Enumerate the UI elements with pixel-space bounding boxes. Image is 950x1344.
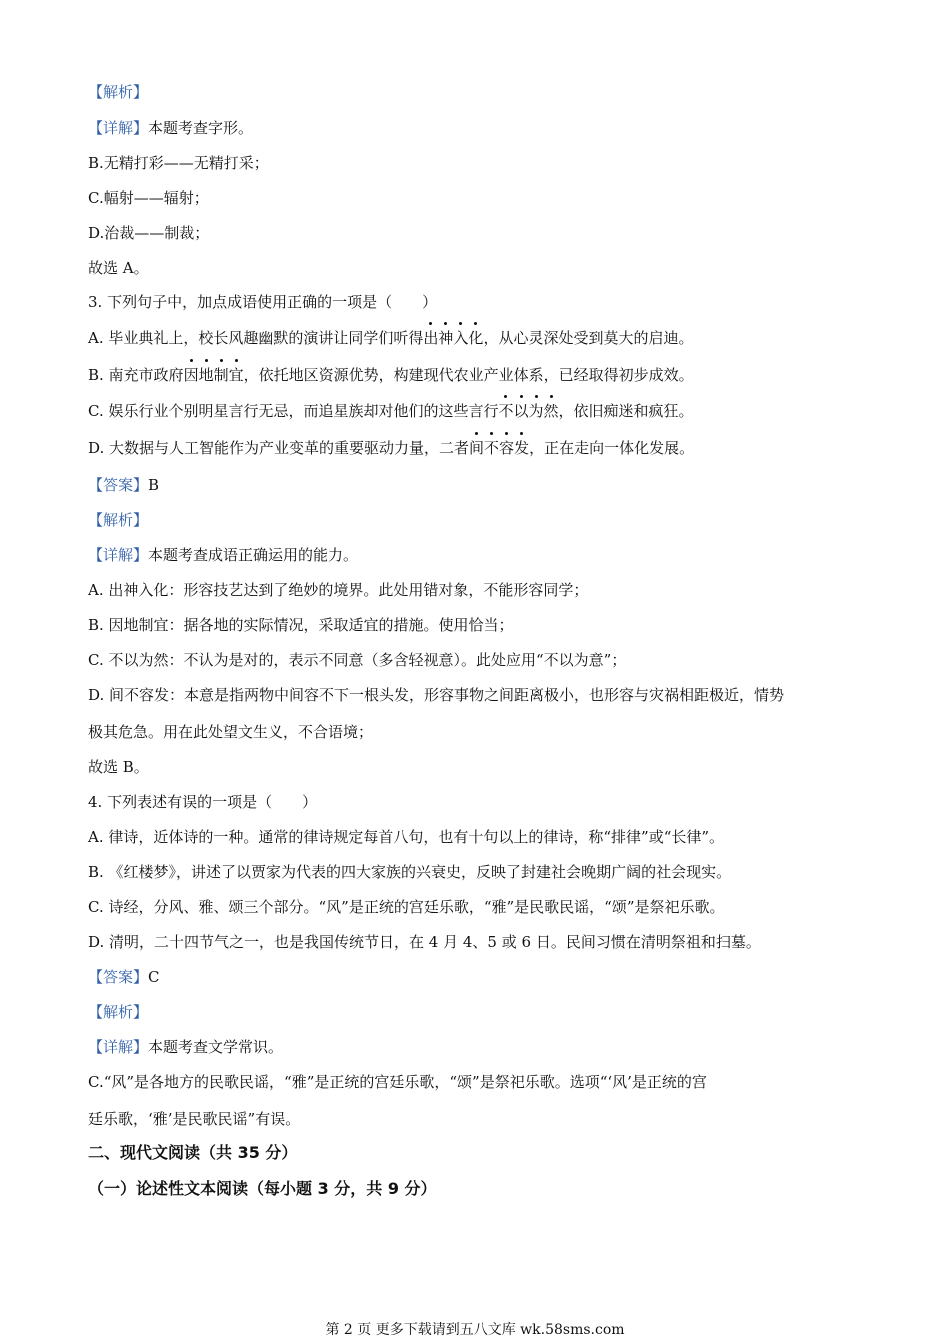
conclusion: 故选 A。 [88,259,149,277]
answer-3 [88,475,864,495]
q3d-pre: D. 大数据与人工智能作为产业变革的重要驱动力量，二者 [88,439,470,457]
answer-tag: 【答案】 [88,968,149,986]
question-4-option-a: A. 律诗，近体诗的一种。通常的律诗规定每首八句，也有十句以上的律诗，称“排律”或“长律”。 [88,828,725,846]
option-c-explain: C.幅射——辐射； [88,189,209,207]
answer-4 [88,967,864,987]
answer-value: C [148,968,160,986]
detail-text: 本题考查字形。 [148,119,254,137]
detail-text: 本题考查成语正确运用的能力。 [148,546,359,564]
q3a-post: ，从心灵深处受到莫大的启迪。 [483,329,694,347]
q3b-post: ，依托地区资源优势，构建现代农业产业体系，已经取得初步成效。 [243,366,694,384]
question-4-option-c: C. 诗经，分风、雅、颂三个部分。“风”是正统的宫廷乐歌，“雅”是民歌民谣，“颂”是祭祀乐歌。 [88,898,725,916]
question-3-option-a [88,328,864,348]
dotted-char: 地 [198,366,214,384]
dotted-char: 不 [498,402,514,420]
question-3: 3. 下列句子中，加点成语使用正确的一项是（ ） [88,293,438,311]
detail-line [88,545,864,565]
analysis-tag: 【解析】 [88,1003,149,1021]
option-b-explain: B.无精打彩——无精打采； [88,154,269,172]
analysis-tag: 【解析】 [88,511,149,529]
dotted-char: 入 [453,329,469,347]
subsection-heading: （一）论述性文本阅读（每小题 3 分，共 9 分） [88,1179,437,1198]
dotted-char: 为 [528,402,544,420]
q3c-pre: C. 娱乐行业个别明星言行无忌，而追星族却对他们的这些言行 [88,402,499,420]
q3c-post: ，依旧痴迷和疯狂。 [558,402,694,420]
analysis-tag: 【解析】 [88,83,149,101]
dotted-char: 制 [213,366,229,384]
explain-c-line2: 廷乐歌，‘雅’是民歌民谣”有误。 [88,1110,301,1128]
dotted-char: 神 [438,329,454,347]
answer-value: B [148,476,160,494]
explain-b: B. 因地制宜：据各地的实际情况，采取适宜的措施。使用恰当； [88,616,514,634]
question-3-option-d [88,438,864,458]
conclusion: 故选 B。 [88,758,149,776]
question-4-option-d: D. 清明，二十四节气之一，也是我国传统节日，在 4 月 4、5 或 6 日。民间习惯在清明祭祖和扫墓。 [88,933,761,951]
option-d-explain: D.治裁——制裁； [88,224,210,242]
explain-a: A. 出神入化：形容技艺达到了绝妙的境界。此处用错对象，不能形容同学； [88,581,589,599]
explain-c-line1: C.“风”是各地方的民歌民谣，“雅”是正统的宫廷乐歌，“颂”是祭祀乐歌。选项“‘风’是正统的宫 [88,1073,707,1091]
question-3-option-c [88,401,864,421]
dotted-char: 然 [543,402,559,420]
detail-line [88,1037,864,1057]
q3a-pre: A. 毕业典礼上，校长风趣幽默的演讲让同学们听得 [88,329,424,347]
detail-line [88,118,864,138]
explain-c: C. 不以为然：不认为是对的，表示不同意（多含轻视意）。此处应用“不以为意”； [88,651,627,669]
dotted-char: 不 [484,439,500,457]
dotted-char: 宜 [228,366,244,384]
dotted-char: 以 [513,402,529,420]
detail-tag: 【详解】 [88,546,149,564]
detail-text: 本题考查文学常识。 [148,1038,284,1056]
dotted-char: 发 [514,439,530,457]
question-3-option-b [88,365,864,385]
question-4-option-b: B. 《红楼梦》，讲述了以贾家为代表的四大家族的兴衰史，反映了封建社会晚期广阔的社会现实。 [88,863,732,881]
section-heading: 二、现代文阅读（共 35 分） [88,1143,298,1162]
answer-tag: 【答案】 [88,476,149,494]
detail-tag: 【详解】 [88,119,149,137]
dotted-char: 容 [499,439,515,457]
dotted-char: 出 [423,329,439,347]
dotted-char: 化 [468,329,484,347]
question-4: 4. 下列表述有误的一项是（ ） [88,793,318,811]
detail-tag: 【详解】 [88,1038,149,1056]
page-footer: 第 2 页 更多下载请到五八文库 wk.58sms.com [325,1322,625,1338]
dotted-char: 因 [183,366,199,384]
explain-d-line1: D. 间不容发：本意是指两物中间容不下一根头发，形容事物之间距离极小，也形容与灾祸相距极近，情势 [88,686,785,704]
q3d-post: ，正在走向一体化发展。 [529,439,695,457]
q3b-pre: B. 南充市政府 [88,366,184,384]
dotted-char: 间 [469,439,485,457]
explain-d-line2: 极其危急。用在此处望文生义，不合语境； [88,723,374,741]
